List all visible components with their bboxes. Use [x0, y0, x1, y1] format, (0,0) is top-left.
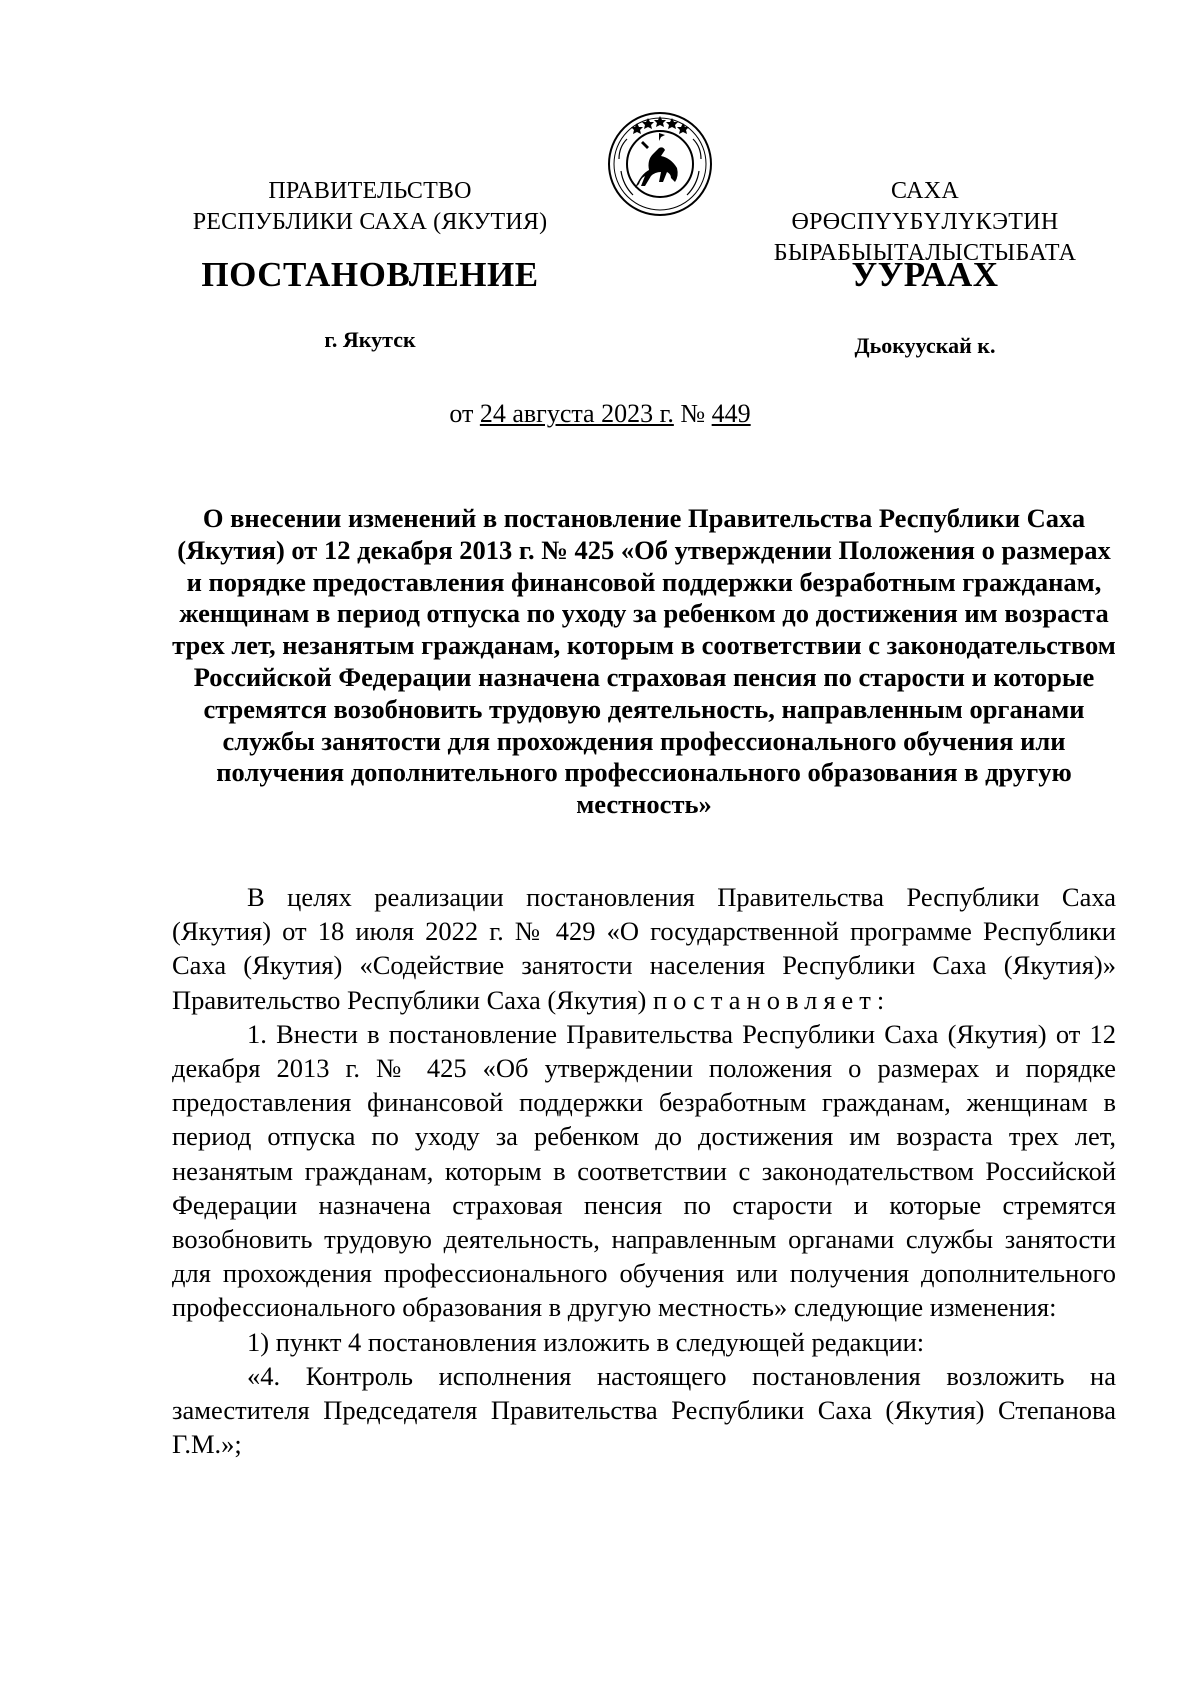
item-1-1-text-paragraph: «4. Контроль исполнения настоящего постановления возложить на заместителя Председателя Правительства Республики Саха (Якутия) Степанова Г.М.»;: [172, 1360, 1116, 1460]
sakha-coat-of-arms-icon: [607, 111, 713, 217]
number-sign: №: [673, 399, 712, 428]
item-1-paragraph: 1. Внести в постановление Правительства Республики Саха (Якутия) от 12 декабря 2013 г. № 425 «Об утверждении положения о размерах и порядке предоставления финансовой поддержки безработным гражданам, женщинам в период отпуска по уходу за ребенком до достижения им возраста трех лет, незанятым гражданам, которым в соответствии с законодательством Российской Федерации назначена страховая пенсия по старости и которые стремятся возобновить трудовую деятельность, направленным органами службы занятости для прохождения профессионального обучения или получения дополнительного профессионального образования в другую местность» следующие изменения:: [172, 1018, 1116, 1323]
preamble-paragraph: [172, 880, 1116, 1017]
issuer-ru-line1: ПРАВИТЕЛЬСТВО: [268, 178, 472, 204]
city-sakha: Дьокуускай к.: [854, 333, 996, 358]
issuer-ru-line2: РЕСПУБЛИКИ САХА (ЯКУТИЯ): [192, 209, 548, 235]
document-body: [172, 880, 1116, 1461]
issuer-sakha-line1: САХА ӨРӨСПҮҮБҮЛҮКЭТИН: [791, 178, 1059, 235]
doctype-sakha: УУРААХ: [851, 255, 999, 294]
date-number-line: [0, 397, 1200, 431]
date-prefix: от: [449, 399, 480, 428]
issuer-ru: [175, 176, 565, 238]
city-ru: г. Якутск: [324, 327, 416, 352]
doctype-ru: ПОСТАНОВЛЕНИЕ: [201, 255, 539, 294]
document-number: 449: [711, 399, 751, 428]
item-1-1-paragraph: 1) пункт 4 постановления изложить в следующей редакции:: [247, 1326, 925, 1357]
document-title: О внесении изменений в постановление Правительства Республики Саха (Якутия) от 12 декабря 2013 г. № 425 «Об утверждении Положения о размерах и порядке предоставления финансовой поддержки безработным гражданам, женщинам в период отпуска по уходу за ребенком до достижения им возраста трех лет, незанятым гражданам, которым в соответствии с законодательством Российской Федерации назначена страховая пенсия по старости и которые стремятся возобновить трудовую деятельность, направленным органами службы занятости для прохождения профессионального обучения или получения дополнительного профессионального образования в другую местность»: [172, 503, 1116, 820]
issuer-sakha-line2: БЫРАБЫЫТАЛЫСТЫБАТА: [773, 240, 1077, 266]
preamble-text: В целях реализации постановления Правительства Республики Саха (Якутия) от 18 июля 2022 г. № 429 «О государственной программе Республики Саха (Якутия) «Содействие занятости населения Республики Саха (Якутия)» Правительство Республики Саха (Якутия): [172, 882, 1116, 1015]
document-date: 24 августа 2023 г.: [479, 399, 674, 428]
resolves-word: постановляет:: [653, 984, 891, 1015]
